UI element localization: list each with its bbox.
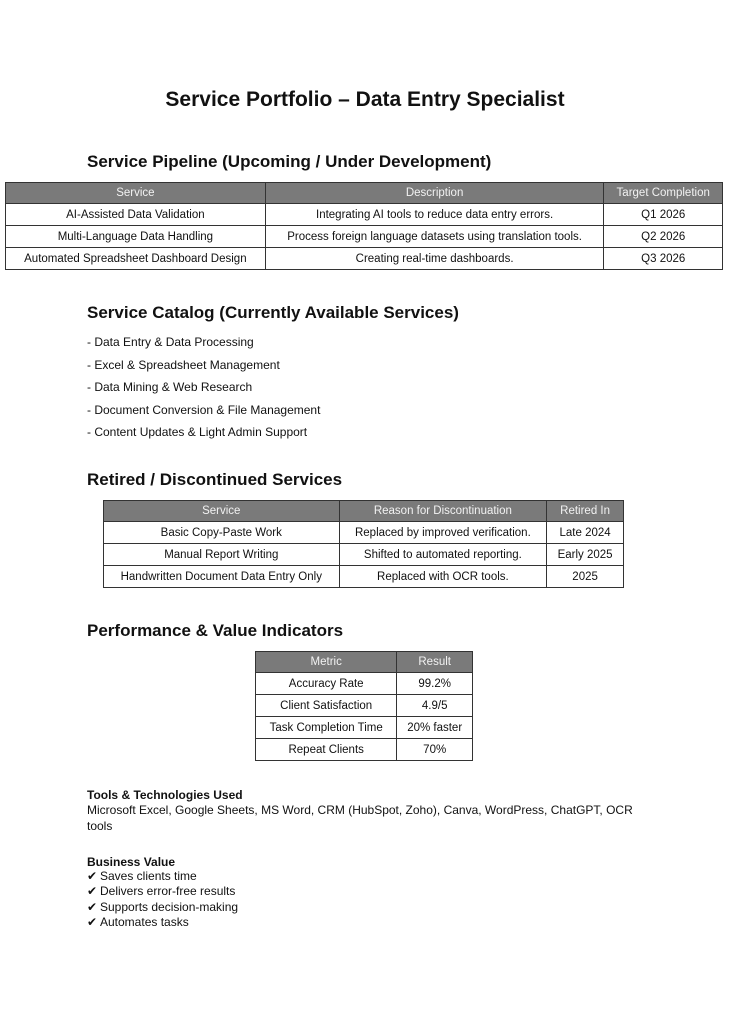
list-item: - Excel & Spreadsheet Management (87, 357, 280, 372)
table-cell: Integrating AI tools to reduce data entry errors. (265, 204, 604, 226)
page-title: Service Portfolio – Data Entry Specialist (165, 88, 565, 111)
table-cell: Creating real-time dashboards. (265, 248, 604, 270)
table-row (256, 695, 473, 717)
table-row (6, 204, 723, 226)
table-cell: Client Satisfaction (256, 695, 397, 717)
table-cell: 20% faster (397, 717, 473, 739)
business-value-list (87, 869, 238, 930)
checkmark-icon: ✔ (87, 899, 98, 914)
table-cell: 99.2% (397, 673, 473, 695)
table-cell: Task Completion Time (256, 717, 397, 739)
table-row (256, 739, 473, 761)
checkmark-icon: ✔ (87, 914, 98, 929)
table-header-row (104, 501, 624, 522)
table-cell: Early 2025 (547, 544, 624, 566)
table-cell: Automated Spreadsheet Dashboard Design (6, 248, 266, 270)
table-cell: Q3 2026 (604, 248, 723, 270)
table-cell: Process foreign language datasets using translation tools. (265, 226, 604, 248)
catalog-list (87, 331, 320, 444)
column-header: Description (265, 183, 604, 204)
list-item (87, 884, 238, 899)
column-header: Reason for Discontinuation (339, 501, 547, 522)
performance-table (255, 651, 473, 761)
list-item-label: Supports decision-making (100, 899, 239, 914)
table-row (256, 717, 473, 739)
table-row (256, 673, 473, 695)
list-item-label: Delivers error-free results (100, 884, 236, 899)
performance-heading: Performance & Value Indicators (87, 621, 344, 640)
list-item: - Data Entry & Data Processing (87, 335, 254, 349)
column-header: Retired In (547, 501, 624, 522)
list-item: - Data Mining & Web Research (87, 380, 253, 395)
business-value-heading: Business Value (87, 855, 176, 869)
table-cell: Shifted to automated reporting. (339, 544, 547, 566)
list-item (87, 915, 238, 930)
list-item-label: Automates tasks (100, 914, 189, 929)
retired-heading: Retired / Discontinued Services (87, 470, 343, 489)
table-cell: Replaced with OCR tools. (339, 566, 547, 588)
table-header-row (6, 183, 723, 204)
list-item: - Content Updates & Light Admin Support (87, 425, 308, 440)
checkmark-icon: ✔ (87, 884, 98, 899)
table-cell: Q1 2026 (604, 204, 723, 226)
table-cell: 70% (397, 739, 473, 761)
table-row (6, 226, 723, 248)
table-cell: AI-Assisted Data Validation (6, 204, 266, 226)
list-item: - Document Conversion & File Management (87, 402, 321, 417)
tools-text: Microsoft Excel, Google Sheets, MS Word, CRM (HubSpot, Zoho), Canva, WordPress, ChatGPT, OCR tools (87, 803, 633, 833)
table-cell: Repeat Clients (256, 739, 397, 761)
retired-table (103, 500, 624, 588)
column-header: Result (397, 652, 473, 673)
table-cell: Q2 2026 (604, 226, 723, 248)
table-cell: 2025 (547, 566, 624, 588)
table-cell: Handwritten Document Data Entry Only (104, 566, 340, 588)
table-cell: Multi-Language Data Handling (6, 226, 266, 248)
checkmark-icon: ✔ (87, 869, 98, 883)
pipeline-heading: Service Pipeline (Upcoming / Under Development) (87, 152, 492, 171)
table-row (6, 248, 723, 270)
table-row (104, 566, 624, 588)
list-item (87, 900, 238, 915)
table-row (104, 544, 624, 566)
pipeline-table (5, 182, 723, 270)
column-header: Service (6, 183, 266, 204)
column-header: Service (104, 501, 340, 522)
table-header-row (256, 652, 473, 673)
table-cell: 4.9/5 (397, 695, 473, 717)
list-item-label: Saves clients time (100, 869, 197, 883)
table-cell: Replaced by improved verification. (339, 522, 547, 544)
table-row (104, 522, 624, 544)
column-header: Metric (256, 652, 397, 673)
table-cell: Late 2024 (547, 522, 624, 544)
table-cell: Basic Copy-Paste Work (104, 522, 340, 544)
list-item (87, 869, 238, 884)
column-header: Target Completion (604, 183, 723, 204)
table-cell: Manual Report Writing (104, 544, 340, 566)
table-cell: Accuracy Rate (256, 673, 397, 695)
tools-heading: Tools & Technologies Used (87, 788, 243, 802)
catalog-heading: Service Catalog (Currently Available Services) (87, 303, 459, 322)
